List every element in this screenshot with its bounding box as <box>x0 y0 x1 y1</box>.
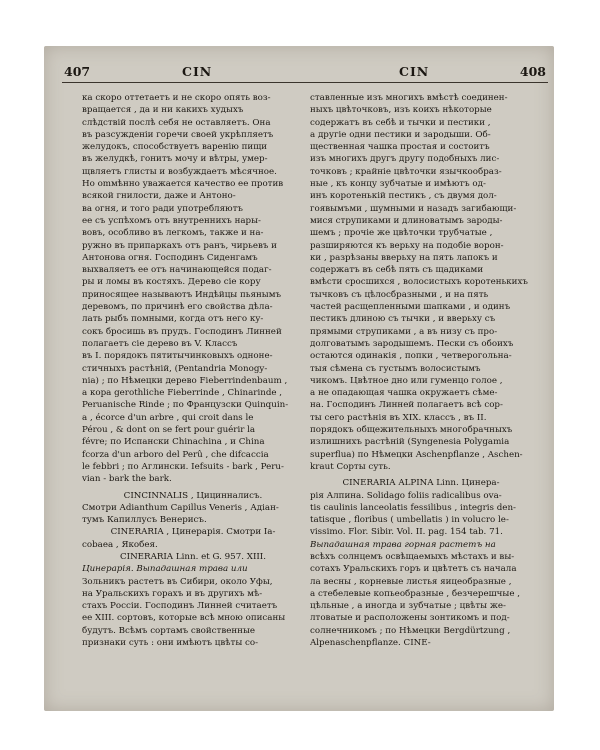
text-line: vissimo. Flor. Sibir. Vol. II. pag. 154 tab. 71. <box>310 527 503 538</box>
text-line: a , écorce d'un arbre , qui croit dans le <box>82 412 254 423</box>
text-line: а кора gerothliche Fieberrinde , Chinarinde , <box>82 388 283 399</box>
text-line: CINCINNALIS , Цицинналисъ. <box>123 490 263 501</box>
left-running-title: CIN <box>182 64 213 79</box>
text-line: Зольникъ растетъ въ Сибири, около Уфы, <box>82 576 273 587</box>
text-line: ва огня, и того ради употребляютъ <box>82 203 243 214</box>
left-page-number: 407 <box>64 64 91 79</box>
text-line: стахъ Россіи. Господинъ Линней считаетъ <box>82 601 278 612</box>
text-line: цѣльные , а иногда и зубчатые ; цвѣты же- <box>310 601 506 612</box>
text-line: kraut Сорты суть. <box>310 461 391 472</box>
text-line: желудокъ, способствуетъ варенію пищи <box>82 142 268 153</box>
text-line: ла весны , корневые листья яицеобразные , <box>310 576 512 587</box>
text-line: остаются одинакія , попки , четверогольна- <box>310 351 512 362</box>
text-line: вращается , да и ни какихъ худыхъ <box>82 105 244 116</box>
text-line: рія Алпина. Solidago foliis radicalibus ova- <box>310 490 502 501</box>
text-line: ружно въ припаркахъ отъ ранъ, чирьевъ и <box>82 240 277 251</box>
text-line: сокъ бросишь въ прудъ. Господинъ Линней <box>82 326 282 337</box>
right-running-title: CIN <box>399 64 430 79</box>
text-line: fcorza d'un arboro del Perû , che difcaccia <box>82 449 269 460</box>
text-line: CINERARIA ALPINA Linn. Цинера- <box>342 478 500 489</box>
text-line: тумъ Капиллусъ Венерисъ. <box>82 515 207 526</box>
text-line: на Уральскихъ горахъ и въ другихъ мѣ- <box>82 588 263 599</box>
text-line: будутъ. Всѣмъ сортамъ свойственные <box>82 625 255 636</box>
text-line: tatisque , floribus ( umbellatis ) in volucro le- <box>310 515 509 526</box>
text-line: разширяются къ верьху на подобіе ворон- <box>310 240 504 251</box>
text-line: cobaea , Якобея. <box>82 539 158 550</box>
text-line: ее XIII. сортовъ, которые всѣ мною описаны <box>82 613 286 624</box>
text-line: признаки суть : они имѣютъ цвѣты со- <box>82 638 259 649</box>
text-line: всякой гнилости, даже и Антоно- <box>82 191 236 202</box>
text-line: инъ коротенькій пестикъ , съ двумя дол- <box>310 191 497 202</box>
text-line: щвляетъ глисты и возбуждаетъ мѣсячное. <box>82 166 277 177</box>
right-page-number: 408 <box>519 64 546 79</box>
text-line: тычковъ съ цѣлосбразными , и на пять <box>310 289 489 300</box>
text-line: ее съ успѣхомъ отъ внутреннихъ нары- <box>82 215 261 226</box>
text-line: Но оmмѣнно уважается качество ее против <box>82 179 284 190</box>
book-page <box>44 46 554 711</box>
text-line: мися струпиками и длиноватымъ зароды- <box>310 215 503 226</box>
text-line: nia) ; по Нѣмецки дерево Fieberrindenbaum , <box>82 375 288 386</box>
text-line: ры и ломы въ костяхъ. Дерево сіе кору <box>82 277 261 288</box>
left-text-column <box>82 92 304 649</box>
text-line: прямыми струпиками , а въ низу съ про- <box>310 326 498 337</box>
text-line: въ желудкѣ, гонитъ мочу и вѣтры, умер- <box>82 154 268 165</box>
text-line: точковъ ; крайніе цвѣточки язычкообраз- <box>310 166 502 177</box>
text-line: изъ многихъ другъ другу подобныхъ лис- <box>310 154 500 165</box>
text-line: содержатъ въ себѣ и тычки и пестики , <box>310 117 491 128</box>
text-line: пестикъ длиною съ тычки , и вверьху съ <box>310 314 496 325</box>
text-line: а не опадающая чашка окружаетъ сѣме- <box>310 388 498 399</box>
text-line: порядокъ общежительныхъ многобрачныхъ <box>310 425 513 436</box>
text-line: солнечникомъ ; по Нѣмецки Bergdürtzung , <box>310 625 511 636</box>
text-line: superflua) по Нѣмецки Aschenpflanze , Aschen- <box>310 449 523 460</box>
text-line: чикомъ. Цвѣтное дно или гуменцо голое , <box>310 375 503 386</box>
text-line: въ I. порядокъ пятитычинковыхъ одноне- <box>82 351 273 362</box>
text-line: вовъ, особливо въ легкомъ, также и на- <box>82 228 264 239</box>
text-line: щественная чашка простая и состоитъ <box>310 142 490 153</box>
text-line: а другіе одни пестики и зародыши. Об- <box>310 129 491 140</box>
text-line: Peruanische Rinde ; по Французски Quinquin- <box>82 400 289 411</box>
text-line: полагаетъ сіе дерево въ V. Классъ <box>82 338 238 349</box>
text-line: ты сего растѣнія въ XIX. классъ , въ II. <box>310 412 487 423</box>
text-line: гоявымъми , шумными и назадъ загибающи- <box>310 203 517 214</box>
text-line: le febbri ; по Аглински. Iefsuits - bark , Peru- <box>82 461 284 472</box>
text-line: févre; по Испански Chinachina , и China <box>82 437 265 448</box>
text-line: а стебелевые копьеобразные , безчерешчые , <box>310 588 520 599</box>
text-line: выхваляетъ ее отъ начинающейся подаг- <box>82 265 272 276</box>
right-text-column <box>310 92 532 649</box>
text-line: тыя сѣмена съ густымъ волосистымъ <box>310 363 481 374</box>
text-line: ка скоро оттетаетъ и не скоро опять воз- <box>82 93 271 103</box>
text-line: сотахъ Уральскихъ горъ и цвѣтетъ съ начала <box>310 564 517 575</box>
text-line: слѣдствій послѣ себя не оставляетъ. Она <box>82 117 271 128</box>
header-rule <box>62 82 548 83</box>
text-line: ки , разрѣзаны вверьху на пять лапокъ и <box>310 252 498 263</box>
text-line: лать рыбъ помными, когда отъ него ку- <box>82 314 264 325</box>
text-line: излишнихъ растѣній (Syngenesia Polygamia <box>310 437 510 448</box>
text-line: Выпадашная трава горная растетъ на <box>310 539 496 550</box>
text-line: Alpenaschenpflanze. CINE- <box>310 638 431 649</box>
text-line: Pérou , & dont on se fert pour guérir la <box>82 425 256 436</box>
text-line: лтоватые и расположены зонтикомъ и под- <box>310 613 510 624</box>
text-line: CINERARIA , Цинерарія. Смотри Ia- <box>110 527 276 538</box>
text-line: Смотри Adianthum Capillus Veneris , Адіан- <box>82 502 279 513</box>
text-line: всѣхъ солнцемъ освѣщаемыхъ мѣстахъ и вы- <box>310 551 515 562</box>
text-line: долговатымъ зародышемъ. Пески съ обоихъ <box>310 338 514 349</box>
page-header <box>44 60 554 84</box>
text-line: стичныхъ растѣній, (Pentandria Monogy- <box>82 363 268 374</box>
text-line: деревомъ, по причинѣ его свойства дѣла- <box>82 302 273 313</box>
text-line: ные , къ концу зубчатые и имѣютъ од- <box>310 179 486 190</box>
text-line: Антонова огня. Господинъ Сиденгамъ <box>82 252 258 263</box>
text-line: на. Господинъ Линней полагаетъ всѣ сор- <box>310 400 503 411</box>
text-line: въ разсужденіи горечи своей укрѣпляетъ <box>82 129 274 140</box>
text-line: приносящее называютъ Индѣйцы пьянымъ <box>82 289 281 300</box>
text-line: шемъ ; прочіе же цвѣточки трубчатые , <box>310 228 493 239</box>
text-line: ныхъ цвѣточковъ, изъ коихъ нѣкоторые <box>310 105 492 116</box>
text-line: ставленные изъ многихъ вмѣстѣ соединен- <box>310 93 508 103</box>
text-line: частей расщепленными шапками , и одинъ <box>310 302 511 313</box>
text-line: tis caulinis lanceolatis fessilibus , integris den- <box>310 502 516 513</box>
text-line: содержатъ въ себѣ пять съ щадиками <box>310 265 484 276</box>
text-line: CINERARIA Linn. et G. 957. XIII. <box>120 551 266 562</box>
text-line: вмѣсти сросшихся , волосистыхъ коротенькихъ <box>310 277 528 288</box>
text-line: Цинерарія. Выпадашная трава или <box>82 564 248 575</box>
text-line: vian - bark the bark. <box>82 474 172 485</box>
